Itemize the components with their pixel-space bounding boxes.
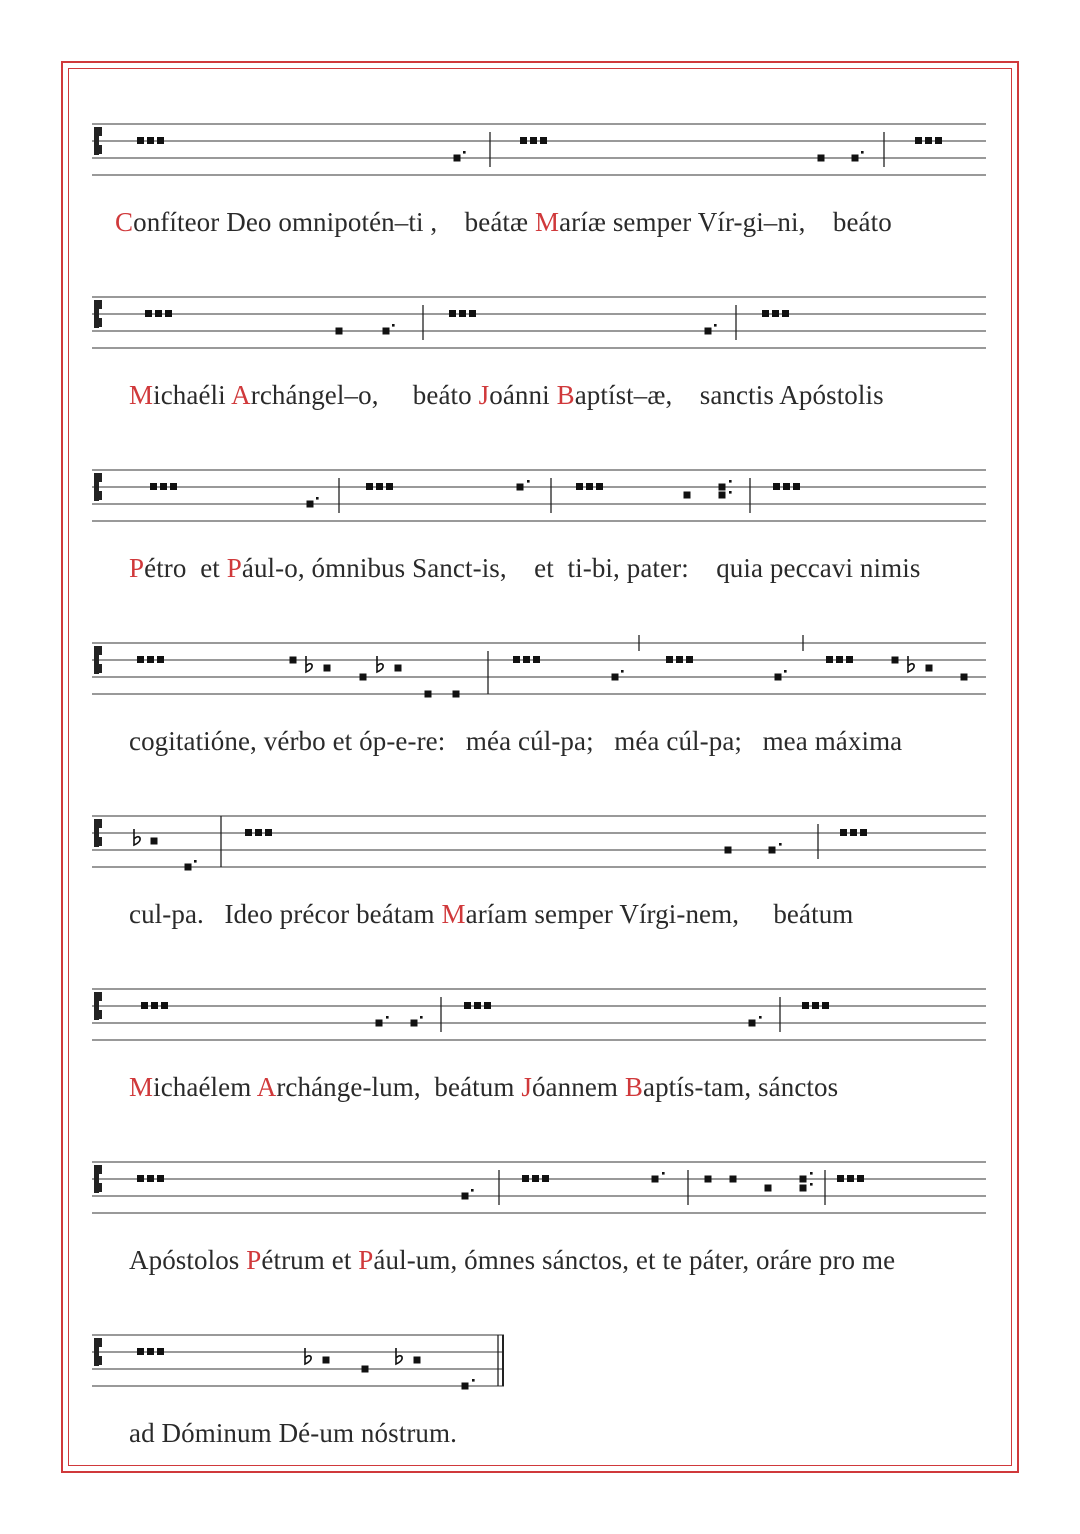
rubric-initial: J	[478, 380, 490, 410]
lyric-text: étro et	[144, 553, 227, 583]
rubric-initial: A	[256, 1072, 277, 1102]
rubric-initial: M	[129, 380, 154, 410]
lyric-text: ad Dóminum Dé-um nóstrum.	[129, 1418, 457, 1448]
lyric-text: aríæ semper Vír-gi–ni, beáto	[559, 207, 892, 237]
lyric-line-6	[129, 1072, 838, 1103]
rubric-initial: M	[129, 1072, 154, 1102]
lyric-text: étrum et	[261, 1245, 359, 1275]
lyric-text: rchánge-lum, beátum	[276, 1072, 522, 1102]
lyric-line-1	[115, 207, 892, 238]
rubric-initial: B	[624, 1072, 643, 1102]
lyric-line-8	[129, 1418, 457, 1449]
rubric-initial: M	[441, 899, 466, 929]
lyric-text: onfíteor Deo omnipotén–ti , beátæ	[133, 207, 535, 237]
rubric-initial: B	[556, 380, 575, 410]
lyric-line-4	[129, 726, 902, 757]
lyric-text: ichaélem	[153, 1072, 257, 1102]
lyric-text: rchángel–o, beáto	[250, 380, 479, 410]
lyric-text: aríam semper Vírgi-nem, beátum	[465, 899, 854, 929]
lyric-text: cogitatióne, vérbo et óp-e-re: méa cúl-pa; méa cúl-pa; mea máxima	[129, 726, 903, 756]
lyric-text: ichaéli	[153, 380, 232, 410]
lyric-text: ául-o, ómnibus Sanct-is, et ti-bi, pater: quia peccavi nimis	[241, 553, 921, 583]
rubric-initial: P	[129, 553, 145, 583]
rubric-initial: M	[534, 207, 560, 237]
rubric-initial: A	[231, 380, 251, 410]
lyric-line-7	[129, 1245, 895, 1276]
lyric-line-3	[129, 553, 920, 584]
rubric-initial: J	[521, 1072, 532, 1102]
lyric-line-5	[129, 899, 853, 930]
rubric-initial: P	[226, 553, 242, 583]
lyric-text: ául-um, ómnes sánctos, et te páter, oráre pro me	[373, 1245, 896, 1275]
lyric-text: óannem	[531, 1072, 625, 1102]
lyric-text: aptíst–æ, sanctis Apóstolis	[574, 380, 884, 410]
lyric-text: Apóstolos	[129, 1245, 247, 1275]
rubric-initial: P	[246, 1245, 262, 1275]
lyric-text: oánni	[489, 380, 557, 410]
rubric-initial: P	[358, 1245, 374, 1275]
lyric-text: aptís-tam, sánctos	[642, 1072, 839, 1102]
lyric-line-2	[129, 380, 884, 411]
rubric-initial: C	[115, 207, 134, 237]
lyric-text: cul-pa. Ideo précor beátam	[129, 899, 442, 929]
